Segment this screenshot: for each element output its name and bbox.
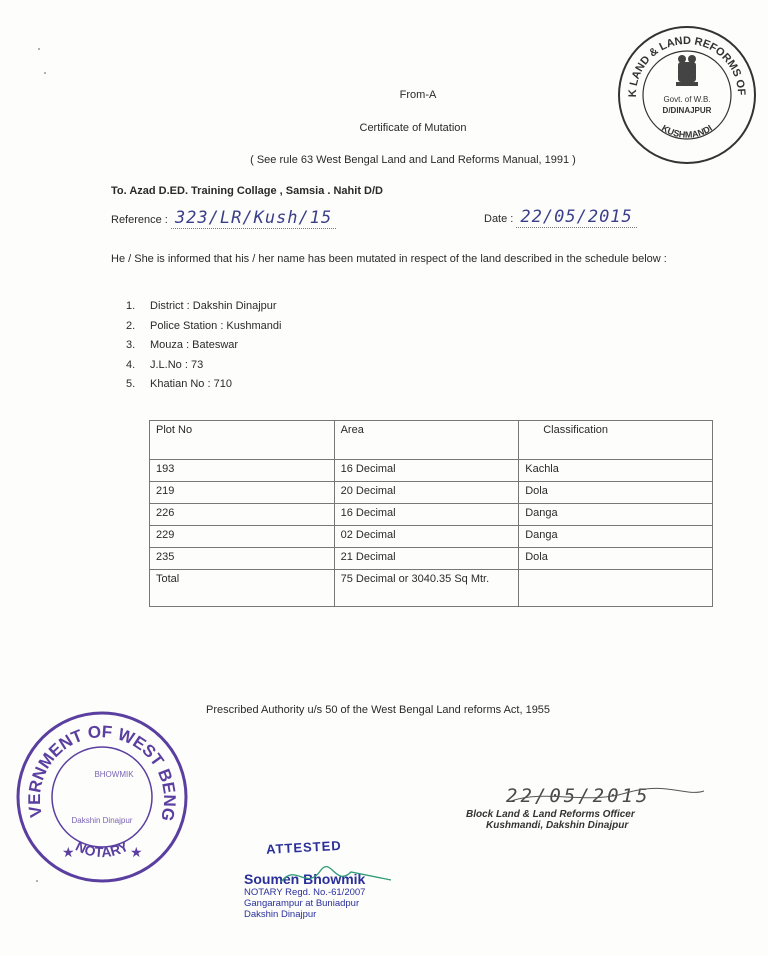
svg-text:GOVERNMENT OF WEST BENGAL (12, 705, 179, 823)
table-total-row: Total 75 Decimal or 3040.35 Sq Mtr. (150, 570, 713, 607)
form-title: From-A (399, 89, 437, 101)
officer-title: Block Land & Land Reforms Officer (466, 809, 635, 820)
officer-signature-block (466, 785, 736, 831)
notary-address1: Gangarampur at Buniadpur (244, 898, 360, 909)
scan-speck (38, 48, 40, 50)
notary-ring-text: VERNMENT OF WEST BENG (24, 722, 180, 824)
attestation-block (232, 838, 412, 920)
star-icon: ★ (62, 844, 75, 860)
schedule-list (126, 300, 281, 398)
seal-ring-text: K LAND & LAND REFORMS OF (626, 35, 748, 98)
seal-ring-bottom: KUSHMANDI (660, 122, 715, 140)
addressee: To. Azad D.ED. Training Collage , Samsia . Nahit D/D (111, 185, 383, 197)
emblem-icon (676, 55, 698, 86)
table-row: 193 16 Decimal Kachla (150, 460, 713, 482)
table-row: 226 16 Decimal Danga (150, 504, 713, 526)
intro-paragraph: He / She is informed that his / her name has been mutated in respect of the land described in the schedule below : (111, 253, 667, 265)
date-label: Date : (484, 213, 514, 225)
list-item: 4. J.L.No : 73 (126, 358, 204, 371)
seal-line2: D/DINAJPUR (662, 106, 712, 115)
attested-stamp: ATTESTED (265, 837, 343, 857)
table-row: 235 21 Decimal Dola (150, 548, 713, 570)
notary-seal (12, 705, 192, 885)
reference-label: Reference : (111, 214, 168, 226)
reference-value: 323/LR/Kush/15 (171, 208, 336, 229)
list-item: 1. District : Dakshin Dinajpur (126, 300, 277, 312)
table-row: 229 02 Decimal Danga (150, 526, 713, 548)
header-classification: Classification (519, 421, 713, 460)
officer-place: Kushmandi, Dakshin Dinajpur (486, 820, 629, 831)
svg-text:NOTARY (73, 837, 131, 860)
notary-inner1: BHOWMIK (94, 770, 134, 779)
notary-inner2: Dakshin Dinajpur (71, 816, 133, 825)
table-row: 219 20 Decimal Dola (150, 482, 713, 504)
scan-speck (44, 72, 46, 74)
list-item: 3. Mouza : Bateswar (126, 339, 239, 351)
list-item: 2. Police Station : Kushmandi (126, 319, 282, 332)
notary-address2: Dakshin Dinajpur (244, 909, 317, 920)
signature-date: 22/05/2015 (506, 785, 651, 807)
list-item: 5. Khatian No : 710 (126, 378, 232, 390)
prescribed-authority: Prescribed Authority u/s 50 of the West Bengal Land reforms Act, 1955 (206, 704, 551, 716)
scan-speck (36, 880, 38, 882)
notary-name: Soumen Bhowmik (244, 871, 366, 887)
header-area: Area (334, 421, 519, 460)
date-value: 22/05/2015 (516, 207, 636, 228)
certificate-title: Certificate of Mutation (359, 122, 467, 134)
rule-reference: ( See rule 63 West Bengal Land and Land Reforms Manual, 1991 ) (250, 154, 576, 166)
reference-row (111, 208, 336, 229)
notary-regd: NOTARY Regd. No.-61/2007 (244, 887, 366, 898)
star-icon: ★ (130, 844, 143, 860)
notary-bottom-text: NOTARY (73, 837, 131, 861)
header-plot-no: Plot No (150, 421, 335, 460)
signature-scribble (506, 787, 706, 807)
plot-table (149, 420, 713, 607)
date-row (484, 207, 637, 228)
attest-signature (276, 852, 396, 892)
table-header-row (150, 421, 713, 460)
seal-line1: Govt. of W.B. (663, 95, 711, 104)
